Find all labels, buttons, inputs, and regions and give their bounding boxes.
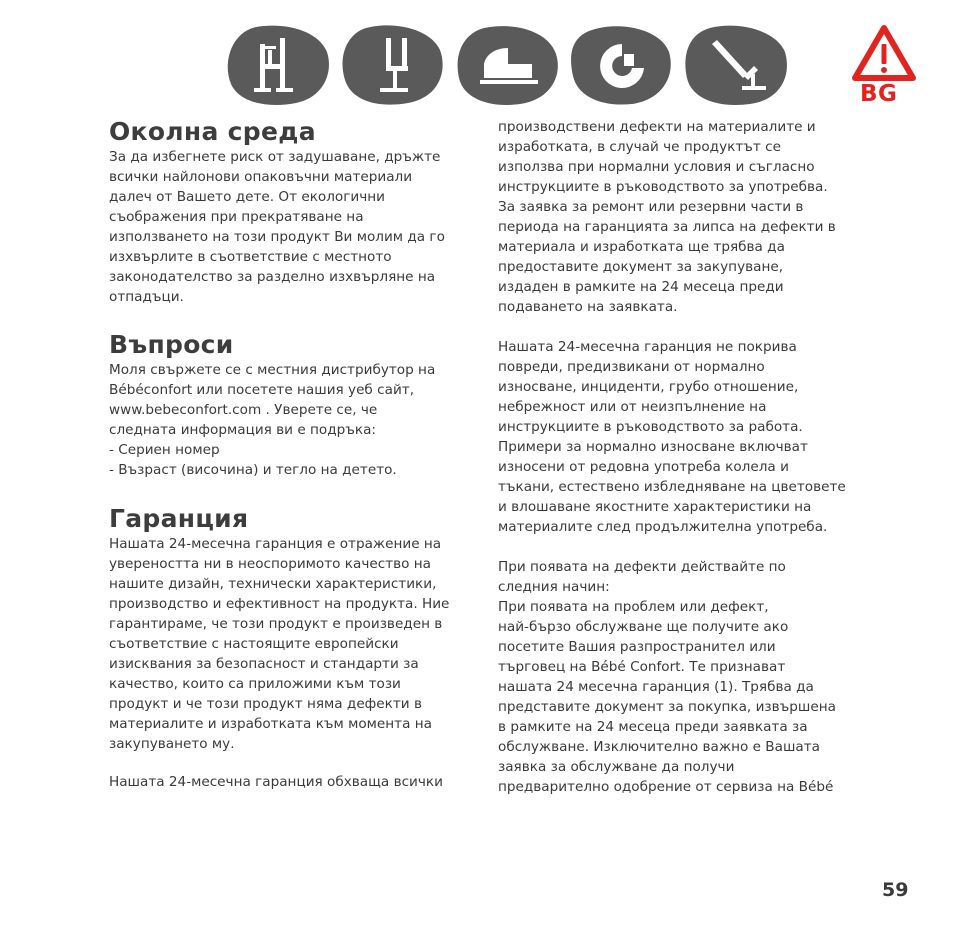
warranty-exclusions-paragraph: Нашата 24-месечна гаранция не покрива повреди, предизвикани от нормално износване, инциденти, грубо отношение, небрежност или от неизпълнение на инструкциите в ръководството за работа. Примери за нормално износване включват износени от редовна употреба колела и тъкани, естествено избледняване на цветовете и влошаване якостните характеристики на материалите след продължителна употреба.	[498, 339, 846, 535]
product-icons-row	[0, 0, 954, 120]
environment-text: За да избегнете риск от задушаване, дръжте всички найлонови опаковъчни материали далеч от Вашето дете. От екологични съображения при прекратяване на използването на този продукт Ви молим да го изхвърлите в съответствие с местното законодателство за разделно изхвърляне на отпадъци.	[109, 149, 445, 305]
reclined-chair-icon	[684, 24, 789, 106]
warranty-heading: Гаранция	[109, 504, 249, 533]
environment-heading: Околна среда	[109, 117, 316, 146]
warranty-coverage-paragraph: производствени дефекти на материалите и изработката, в случай че продуктът се използва при нормални условия и съгласно инструкциите в ръководството за употребва. За заявка за ремонт или резервни части в периода на гаранцията за липса на дефекти в материала и изработката ще трябва да предоставите документ за закупуване, издаден в рамките на 24 месеца преди подаването на заявката.	[498, 119, 836, 315]
questions-section	[109, 330, 479, 480]
language-code: BG	[860, 81, 898, 107]
questions-heading: Въпроси	[109, 330, 234, 359]
warranty-text-continued: Нашата 24-месечна гаранция обхваща всички	[109, 774, 443, 790]
page-number: 59	[882, 879, 909, 901]
environment-section	[109, 117, 479, 307]
questions-text: Моля свържете се с местния дистрибутор на Bébéconfort или посетете нашия уеб сайт, www.bebeconfort.com . Уверете се, че следната информация ви е подръка: - Сериен номер - Възраст (височина) и тегло на детето.	[109, 362, 436, 478]
car-seat-icon	[570, 24, 673, 106]
chair-icon	[342, 24, 445, 106]
warranty-text: Нашата 24-месечна гаранция е отражение на увереността ни в неоспоримото качество на нашите дизайн, технически характеристики, производство и ефективност на продукта. Ние гарантираме, че този продукт е произведен в съответствие с настоящите европейски изисквания за безопасност и стандарти за качество, които са приложими към този продукт и че този продукт няма дефекти в материалите и изработката към момента на закупуването му.	[109, 536, 450, 752]
high-chair-icon	[226, 24, 331, 106]
defect-procedure-paragraph: При появата на дефекти действайте по следния начин: При появата на проблем или дефект, най-бързо обслужване ще получите ако посетите Вашия разпространител или търговец на Bébé Confort. Те признават нашата 24 месечна гаранция (1). Трябва да представите документ за покупка, извършена в рамките на 24 месеца преди заявката за обслужване. Изключително важно е Вашата заявка за обслужване да получи предварително одобрение от сервиза на Bébé	[498, 559, 836, 795]
warning-triangle-icon	[851, 24, 917, 84]
warranty-section	[109, 504, 479, 754]
carrycot-icon	[456, 24, 560, 106]
